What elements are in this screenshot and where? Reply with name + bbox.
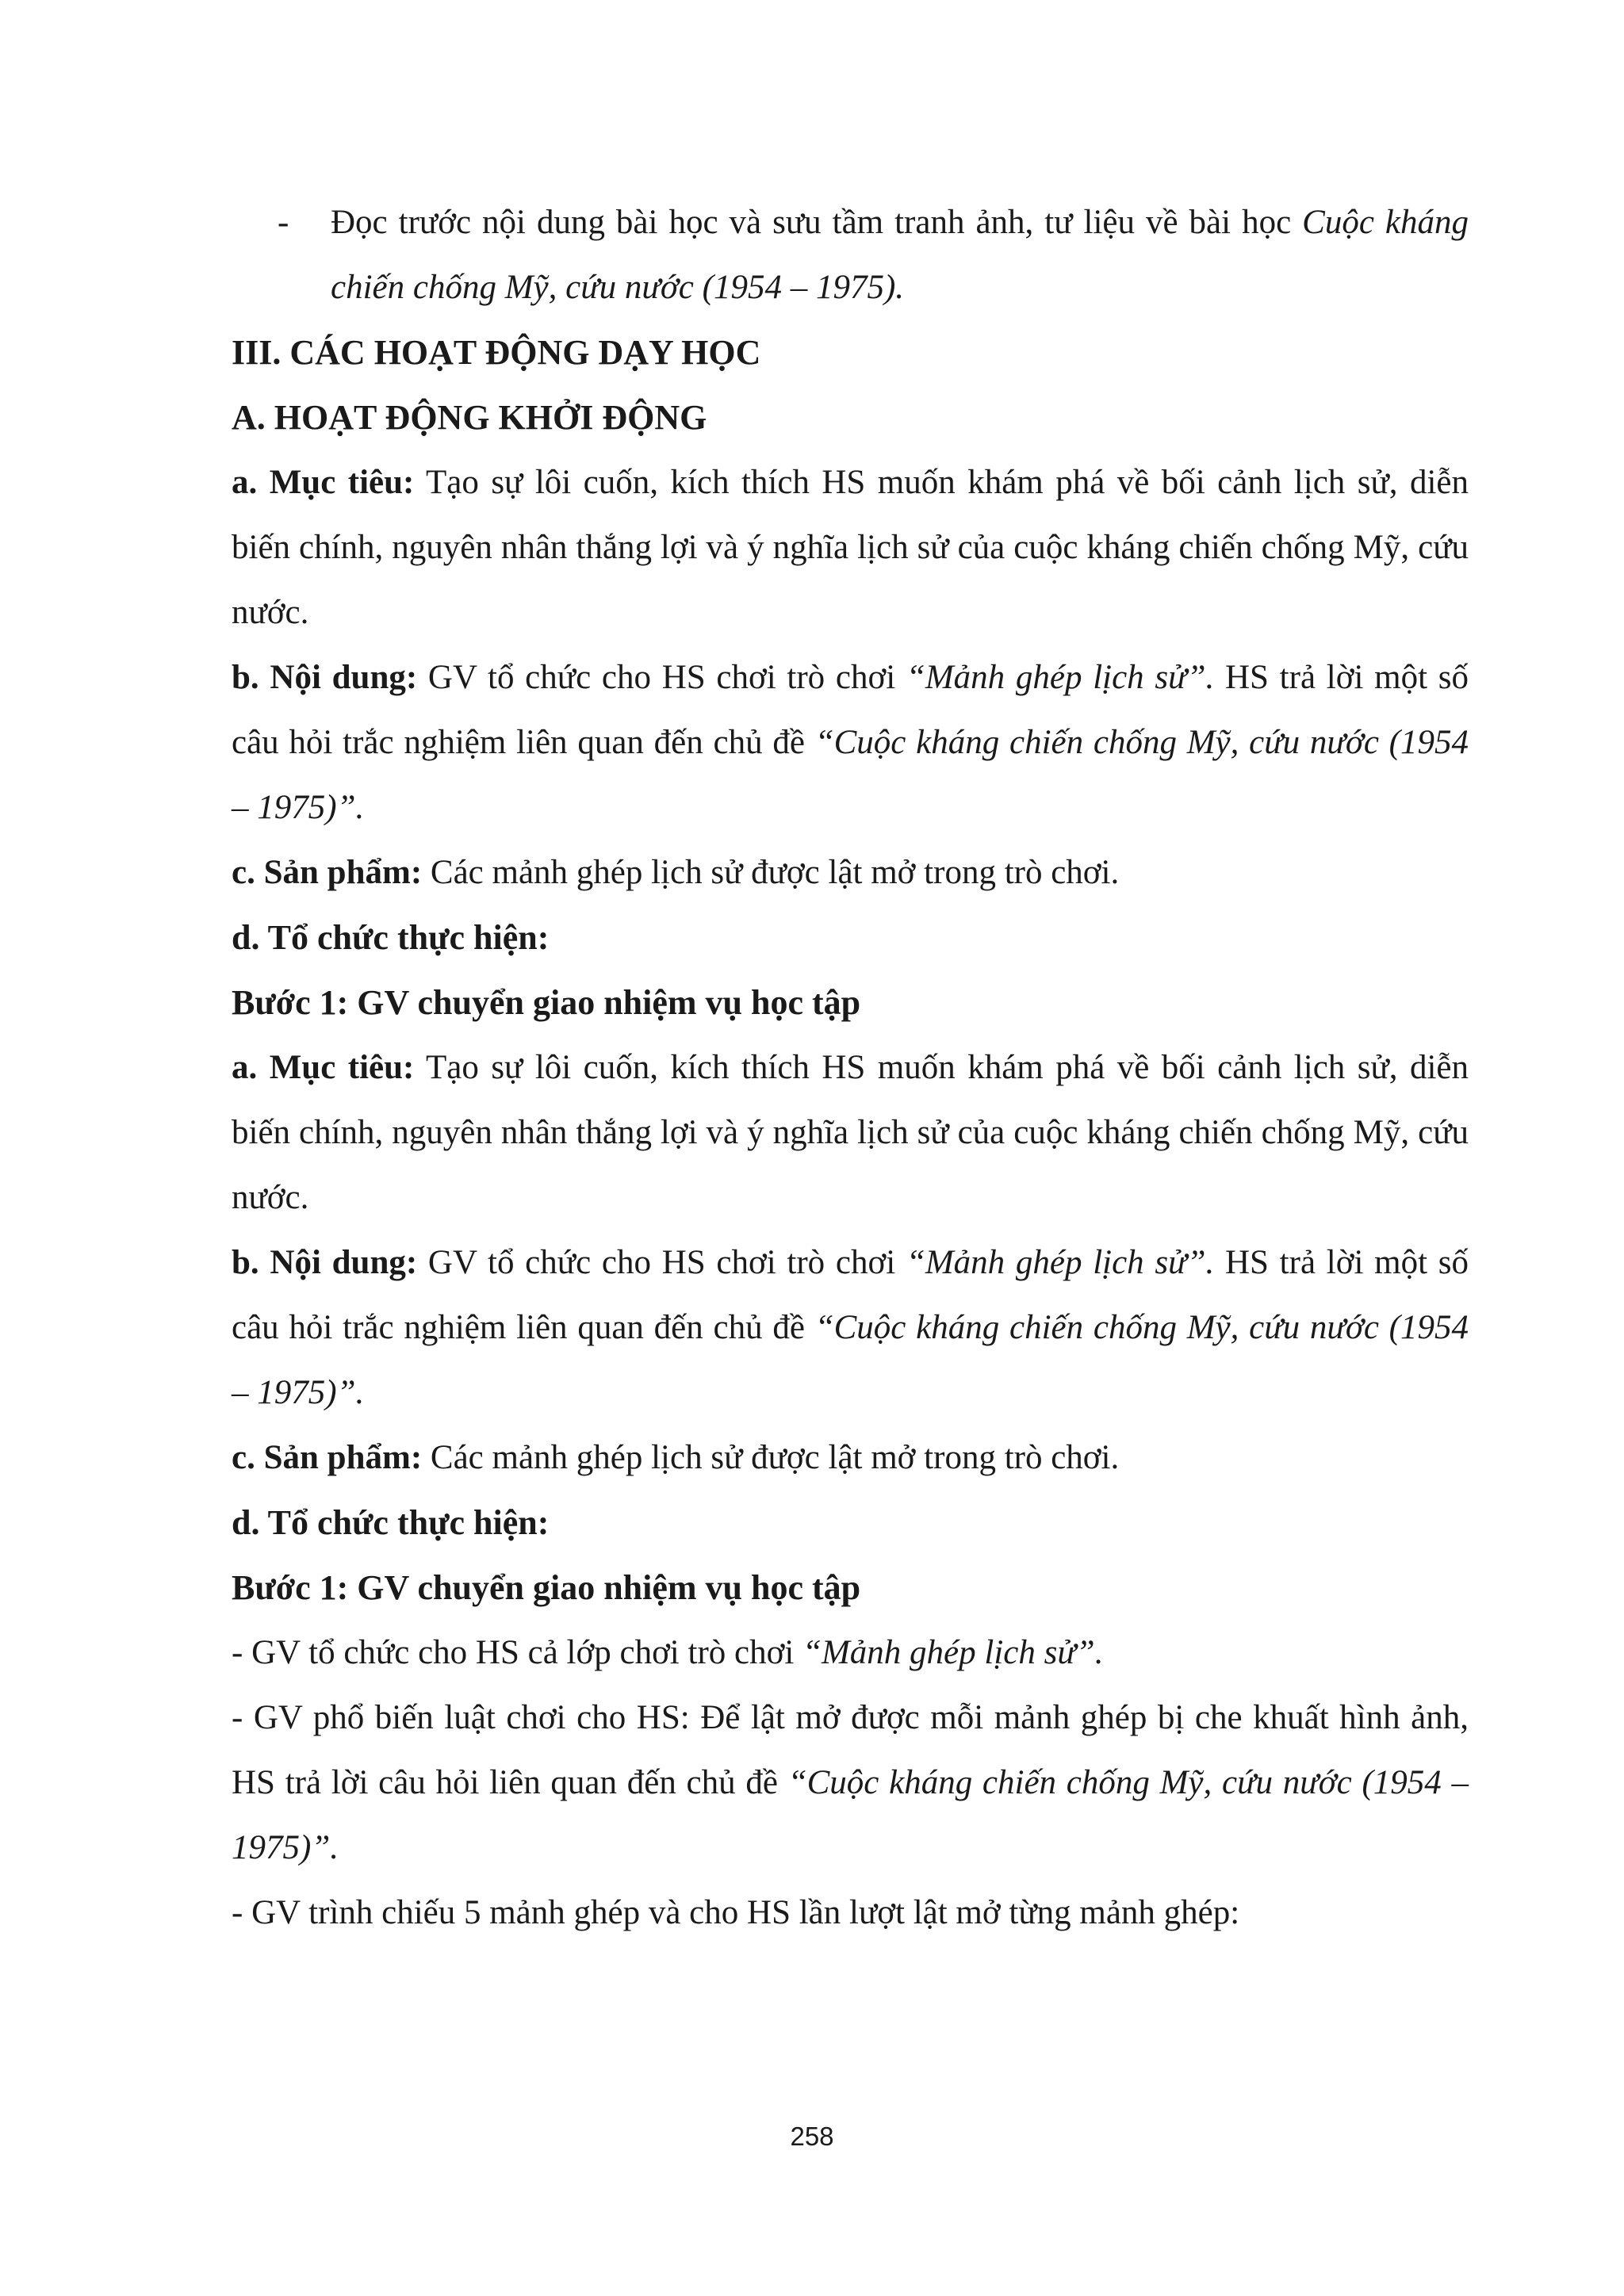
product-text: Các mảnh ghép lịch sử được lật mở trong trò chơi.: [422, 854, 1120, 891]
objective-label: a. Mục tiêu:: [232, 1049, 415, 1086]
topic-name: “Cuộc kháng chiến chống Mỹ, cứu nước (1954 – 1975)”.: [232, 1309, 1469, 1411]
game-name: “Mảnh ghép lịch sử”.: [906, 1244, 1215, 1281]
objective-paragraph: [232, 450, 1469, 645]
step-item-1: [232, 1621, 1469, 1686]
step-item-3: [232, 1881, 1469, 1946]
product-paragraph: [232, 1425, 1469, 1490]
section-heading: III. CÁC HOẠT ĐỘNG DẠY HỌC: [232, 333, 761, 372]
step-item-2-text: - GV phổ biến luật chơi cho HS: Để lật mở được mỗi mảnh ghép bị che khuất hình ảnh, HS trả lời câu hỏi liên quan đến chủ đề: [232, 1699, 1469, 1801]
content-text-2: HS trả lời một số câu hỏi trắc nghiệm liên quan đến chủ đề: [232, 659, 1469, 761]
step-item-3-text: - GV trình chiếu 5 mảnh ghép và cho HS lần lượt lật mở từng mảnh ghép:: [232, 1894, 1240, 1931]
content-text-1: GV tổ chức cho HS chơi trò chơi: [417, 659, 906, 696]
organization-heading: d. Tổ chức thực hiện:: [232, 918, 550, 957]
page-number: 258: [790, 2122, 834, 2151]
content-paragraph: [232, 645, 1469, 840]
step-item-1-game-name: “Mảnh ghép lịch sử”.: [802, 1634, 1104, 1671]
game-name: “Mảnh ghép lịch sử”.: [906, 659, 1215, 696]
content-label: b. Nội dung:: [232, 659, 418, 696]
objective-text: Tạo sự lôi cuốn, kích thích HS muốn khám phá về bối cảnh lịch sử, diễn biến chính, nguyên nhân thắng lợi và ý nghĩa lịch sử của cuộc kháng chiến chống Mỹ, cứu nước.: [232, 464, 1469, 631]
content-label: b. Nội dung:: [232, 1244, 418, 1281]
step1-heading: Bước 1: GV chuyển giao nhiệm vụ học tập: [232, 1568, 861, 1607]
step1-heading: Bước 1: GV chuyển giao nhiệm vụ học tập: [232, 983, 861, 1022]
prep-bullet-text: Đọc trước nội dung bài học và sưu tầm tranh ảnh, tư liệu về bài học: [331, 204, 1303, 241]
prep-bullet-lesson-title: Cuộc kháng chiến chống Mỹ, cứu nước (1954 – 1975).: [331, 204, 1469, 306]
step-item-2-topic-name: “Cuộc kháng chiến chống Mỹ, cứu nước (1954 – 1975)”.: [232, 1764, 1469, 1866]
objective-text: Tạo sự lôi cuốn, kích thích HS muốn khám phá về bối cảnh lịch sử, diễn biến chính, nguyên nhân thắng lợi và ý nghĩa lịch sử của cuộc kháng chiến chống Mỹ, cứu nước.: [232, 1049, 1469, 1216]
objective-paragraph: [232, 1035, 1469, 1230]
subsection-heading: A. HOẠT ĐỘNG KHỞI ĐỘNG: [232, 398, 707, 437]
product-label: c. Sản phẩm:: [232, 854, 423, 891]
content-text-1: GV tổ chức cho HS chơi trò chơi: [417, 1244, 906, 1281]
product-label: c. Sản phẩm:: [232, 1439, 423, 1476]
document-page: [232, 190, 1469, 1946]
product-text: Các mảnh ghép lịch sử được lật mở trong trò chơi.: [422, 1439, 1120, 1476]
step-item-2: [232, 1686, 1469, 1881]
objective-label: a. Mục tiêu:: [232, 464, 415, 501]
step-item-1-text: - GV tổ chức cho HS cả lớp chơi trò chơi: [232, 1634, 803, 1671]
organization-heading: d. Tổ chức thực hiện:: [232, 1503, 550, 1542]
product-paragraph: [232, 840, 1469, 905]
topic-name: “Cuộc kháng chiến chống Mỹ, cứu nước (1954 – 1975)”.: [232, 724, 1469, 826]
content-text-2: HS trả lời một số câu hỏi trắc nghiệm liên quan đến chủ đề: [232, 1244, 1469, 1346]
prep-bullet-item: [232, 190, 1469, 320]
content-paragraph: [232, 1230, 1469, 1425]
bullet-dash: -: [278, 204, 289, 241]
